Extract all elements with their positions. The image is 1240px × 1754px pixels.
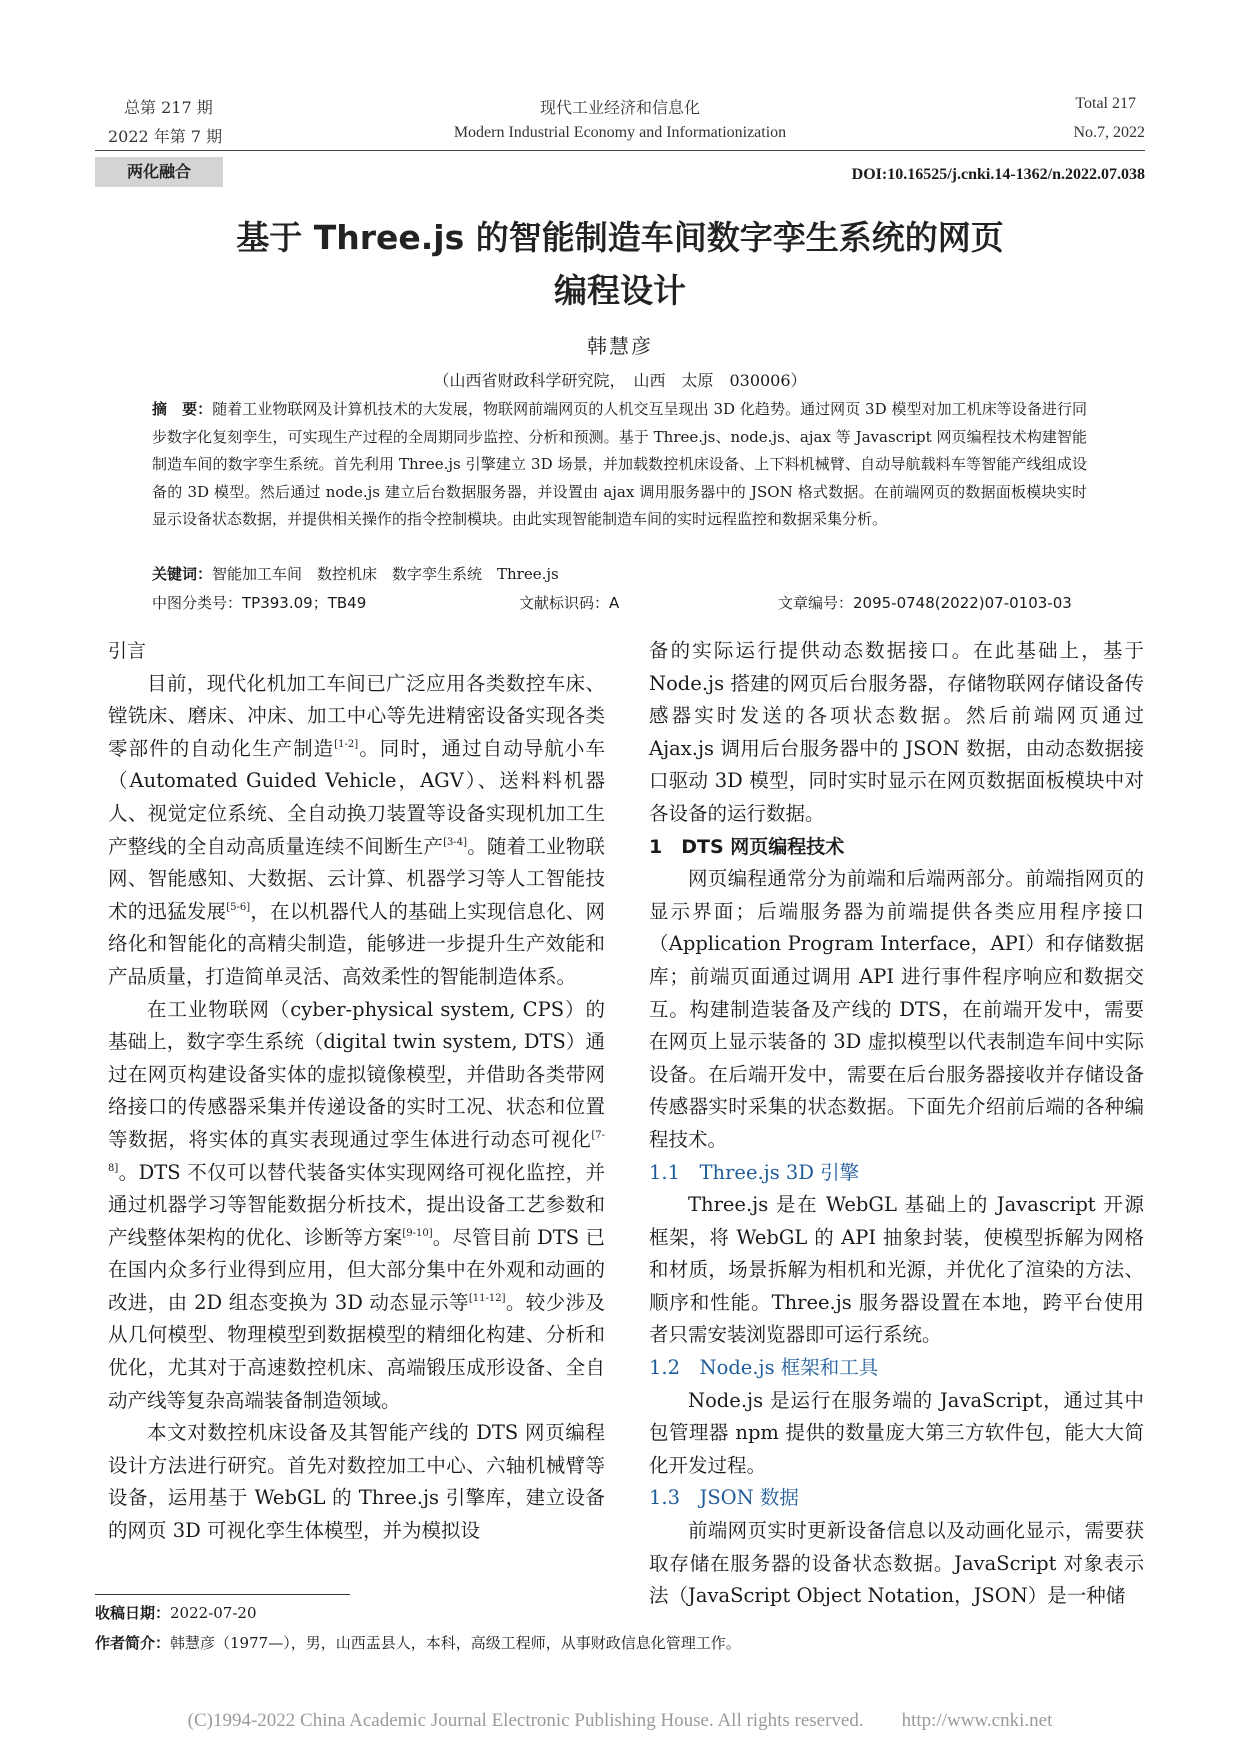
subsection-heading-1-3: 1.3 JSON 数据 <box>649 1486 799 1510</box>
left-column <box>108 635 605 1548</box>
intro-paragraph-1: 目前，现代化机加工车间已广泛应用各类数控车床、镗铣床、磨床、冲床、加工中心等先进精密设备实现各类零部件的自动化生产制造[1-2]。同时，通过自动导航小车（Automated Guided Vehicle，AGV）、送料料机器人、视觉定位系统、全自动换刀装置等设备实现机加工生产整线的全自动高质量连续不间断生产[3-4]。随着工业物联网、智能感知、大数据、云计算、机器学习等人工智能技术的迅猛发展[5-6]，在以机器代人的基础上实现信息化、网络化和智能化的高精尖制造，能够进一步提升生产效能和产品质量，打造简单灵活、高效柔性的智能制造体系。 <box>108 671 605 988</box>
paragraph-continued: 备的实际运行提供动态数据接口。在此基础上，基于 Node.js 搭建的网页后台服务器，存储物联网存储设备传感器实时发送的各项状态数据。然后前端网页通过 Ajax.js 调用后台服务器中的 JSON 数据，由动态数据接口驱动 3D 模型，同时实时显示在网页数据面板模块中对各设备的运行数据。 <box>649 639 1144 825</box>
citation[interactable]: [3-4] <box>443 836 467 848</box>
keywords-label: 关键词： <box>152 565 213 583</box>
received-date: 收稿日期：2022-07-20 <box>95 1604 257 1622</box>
affiliation: （山西省财政科学研究院， 山西 太原 030006） <box>433 371 807 390</box>
section-tag: 两化融合 <box>95 157 223 187</box>
journal-title-cn: 现代工业经济和信息化 <box>539 98 700 117</box>
doi[interactable]: DOI:10.16525/j.cnki.14-1362/n.2022.07.038 <box>851 166 1145 183</box>
citation[interactable]: [11-12] <box>468 1292 506 1304</box>
section-heading-intro: 引言 <box>108 640 147 662</box>
subsection1-2-paragraph: Node.js 是运行在服务端的 JavaScript，通过其中包管理器 npm 提供的数量庞大第三方软件包，能大大简化开发过程。 <box>649 1388 1144 1477</box>
year-issue: 2022 年第 7 期 <box>108 127 223 146</box>
issue-no-en: No.7, 2022 <box>1073 124 1145 141</box>
document-code: 文献标识码：A <box>519 594 620 612</box>
subsection1-1-paragraph: Three.js 是在 WebGL 基础上的 Javascript 开源框架，将 WebGL 的 API 抽象封装，使模型拆解为网格和材质，场景拆解为相机和光源，并优化了渲染的方法、顺序和性能。Three.js 服务器设置在本地，跨平台使用者只需安装浏览器即可运行系统。 <box>649 1193 1144 1347</box>
journal-title-en: Modern Industrial Economy and Informationization <box>453 124 787 141</box>
citation[interactable]: [9-10] <box>402 1227 433 1239</box>
abstract <box>152 396 1087 534</box>
header-rule <box>95 150 1145 151</box>
total-issue-en: Total 217 <box>1075 95 1136 112</box>
copyright-notice: (C)1994-2022 China Academic Journal Electronic Publishing House. All rights reserved. http://www.cnki.net <box>187 1710 1053 1731</box>
article-number: 文章编号：2095-0748(2022)07-0103-03 <box>778 594 1072 612</box>
intro-paragraph-2: 在工业物联网（cyber-physical system, CPS）的基础上，数字孪生系统（digital twin system, DTS）通过在网页构建设备实体的虚拟镜像模型，并借助各类带网络接口的传感器采集并传递设备的实时工况、状态和位置等数据，将实体的真实表现通过孪生体进行动态可视化[7-8]。DTS 不仅可以替代装备实体实现网络可视化监控，并通过机器学习等智能数据分析技术，提出设备工艺参数和产线整体架构的优化、诊断等方案[9-10]。尽管目前 DTS 已在国内众多行业得到应用，但大部分集中在外观和动画的改进，由 2D 组态变换为 3D 动态显示等[11-12]。较少涉及从几何模型、物理模型到数据模型的精细化构建、分析和优化，尤其对于高速数控机床、高端锻压成形设备、全自动产线等复杂高端装备制造领域。 <box>108 997 605 1412</box>
keywords <box>152 563 1087 584</box>
subsection-heading-1-1: 1.1 Three.js 3D 引擎 <box>649 1160 860 1184</box>
citation[interactable]: [7-8] <box>108 1129 605 1174</box>
paper-title-line2: 编程设计 <box>554 271 686 310</box>
paper-title-line1: 基于 Three.js 的智能制造车间数字孪生系统的网页 <box>236 218 1004 257</box>
citation[interactable]: [1-2] <box>334 738 359 750</box>
clc-number: 中图分类号：TP393.09；TB49 <box>152 594 367 612</box>
citation[interactable]: [5-6] <box>226 901 251 913</box>
footnote-rule <box>95 1594 350 1595</box>
section-heading-1: 1 DTS 网页编程技术 <box>649 835 845 858</box>
subsection-heading-1-2: 1.2 Node.js 框架和工具 <box>649 1356 879 1380</box>
issue-number: 总第 217 期 <box>124 98 213 117</box>
abstract-label: 摘 要： <box>152 400 213 418</box>
abstract-text: 随着工业物联网及计算机技术的大发展，物联网前端网页的人机交互呈现出 3D 化趋势。通过网页 3D 模型对加工机床等设备进行同步数字化复刻孪生，可实现生产过程的全周期同步监控、分析和预测。基于 Three.js、node.js、ajax 等 Javascript 网页编程技术构建智能制造车间的数字孪生系统。首先利用 Three.js 引擎建立 3D 场景，并加载数控机床设备、上下料机械臂、自动导航载料车等智能产线组成设备的 3D 模型。然后通过 node.js 建立后台数据服务器，并设置由 ajax 调用服务器中的 JSON 格式数据。在前端网页的数据面板模块实时显示设备状态数据，并提供相关操作的指令控制模块。由此实现智能制造车间的实时远程监控和数据采集分析。 <box>152 400 1087 528</box>
right-column <box>649 635 1144 1613</box>
intro-paragraph-3: 本文对数控机床设备及其智能产线的 DTS 网页编程设计方法进行研究。首先对数控加工中心、六轴机械臂等设备，运用基于 WebGL 的 Three.js 引擎库，建立设备的网页 3D 可视化孪生体模型，并为模拟设 <box>108 1421 605 1543</box>
subsection1-3-paragraph: 前端网页实时更新设备信息以及动画化显示，需要获取存储在服务器的设备状态数据。JavaScript 对象表示法（JavaScript Object Notation，JSON）是一种储 <box>649 1519 1144 1608</box>
author-name: 韩慧彦 <box>587 334 653 358</box>
author-bio: 作者简介：韩慧彦（1977—），男，山西盂县人，本科，高级工程师，从事财政信息化管理工作。 <box>95 1634 741 1652</box>
keywords-text: 智能加工车间 数控机床 数字孪生系统 Three.js <box>212 565 559 583</box>
section1-paragraph: 网页编程通常分为前端和后端两部分。前端指网页的显示界面；后端服务器为前端提供各类应用程序接口（Application Program Interface，API）和存储数据库；前端页面通过调用 API 进行事件程序响应和数据交互。构建制造装备及产线的 DTS，在前端开发中，需要在网页上显示装备的 3D 虚拟模型以代表制造车间中实际设备。在后端开发中，需要在后台服务器接收并存储设备传感器实时采集的状态数据。下面先介绍前后端的各种编程技术。 <box>649 867 1144 1151</box>
